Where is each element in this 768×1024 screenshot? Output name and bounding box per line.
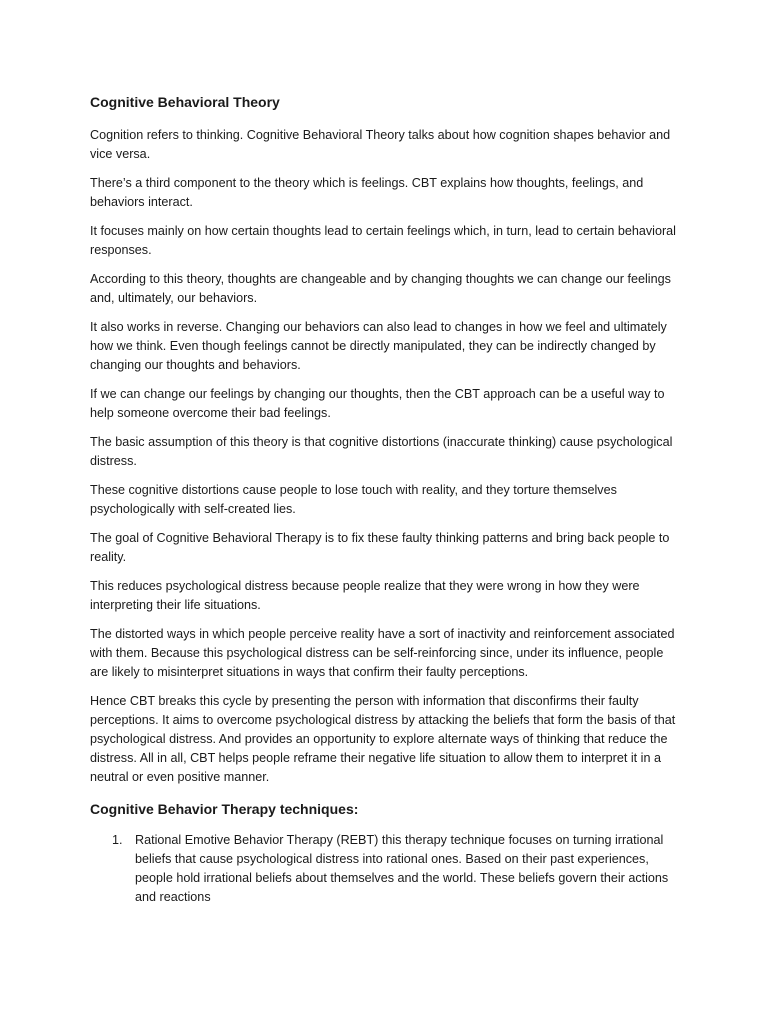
paragraph: It also works in reverse. Changing our behaviors can also lead to changes in how we feel and ultimately how we think. Even though feelings cannot be directly manipulated, they can be indirectly changed by changing our thoughts and behaviors. [90,320,667,372]
paragraph: Cognition refers to thinking. Cognitive Behavioral Theory talks about how cognition shapes behavior and vice versa. [90,128,671,161]
paragraph: This reduces psychological distress because people realize that they were wrong in how they were interpreting their life situations. [90,579,640,612]
document-title: Cognitive Behavioral Theory [90,94,280,110]
paragraph: It focuses mainly on how certain thoughts lead to certain feelings which, in turn, lead to certain behavioral responses. [90,224,676,257]
list-item-number: 1. [112,833,123,847]
section-title: Cognitive Behavior Therapy techniques: [90,801,359,817]
technique-list [90,831,682,907]
paragraph: The basic assumption of this theory is that cognitive distortions (inaccurate thinking) cause psychological distress. [90,435,673,468]
paragraph: Hence CBT breaks this cycle by presenting the person with information that disconfirms their faulty perceptions. It aims to overcome psychological distress by attacking the beliefs that form the basis of that psychological distress. And provides an opportunity to explore alternate ways of thinking that reduce the distress. All in all, CBT helps people reframe their negative life situation to allow them to interpret it in a neutral or even positive manner. [90,694,676,784]
list-item [90,831,682,907]
paragraph: There’s a third component to the theory which is feelings. CBT explains how thoughts, feelings, and behaviors interact. [90,176,644,209]
list-item-text: Rational Emotive Behavior Therapy (REBT) this therapy technique focuses on turning irrational beliefs that cause psychological distress into rational ones. Based on their past experiences, people hold irrational beliefs about themselves and the world. These beliefs govern their actions and reactions [135,833,669,904]
document-page [90,92,682,907]
paragraph: According to this theory, thoughts are changeable and by changing thoughts we can change our feelings and, ultimately, our behaviors. [90,272,671,305]
paragraph: The goal of Cognitive Behavioral Therapy is to fix these faulty thinking patterns and bring back people to reality. [90,531,670,564]
paragraph: The distorted ways in which people perceive reality have a sort of inactivity and reinforcement associated with them. Because this psychological distress can be self-reinforcing since, under its influence, people are likely to misinterpret situations in ways that confirm their faulty perceptions. [90,627,675,679]
paragraph: These cognitive distortions cause people to lose touch with reality, and they torture themselves psychologically with self-created lies. [90,483,617,516]
paragraph: If we can change our feelings by changing our thoughts, then the CBT approach can be a useful way to help someone overcome their bad feelings. [90,387,665,420]
